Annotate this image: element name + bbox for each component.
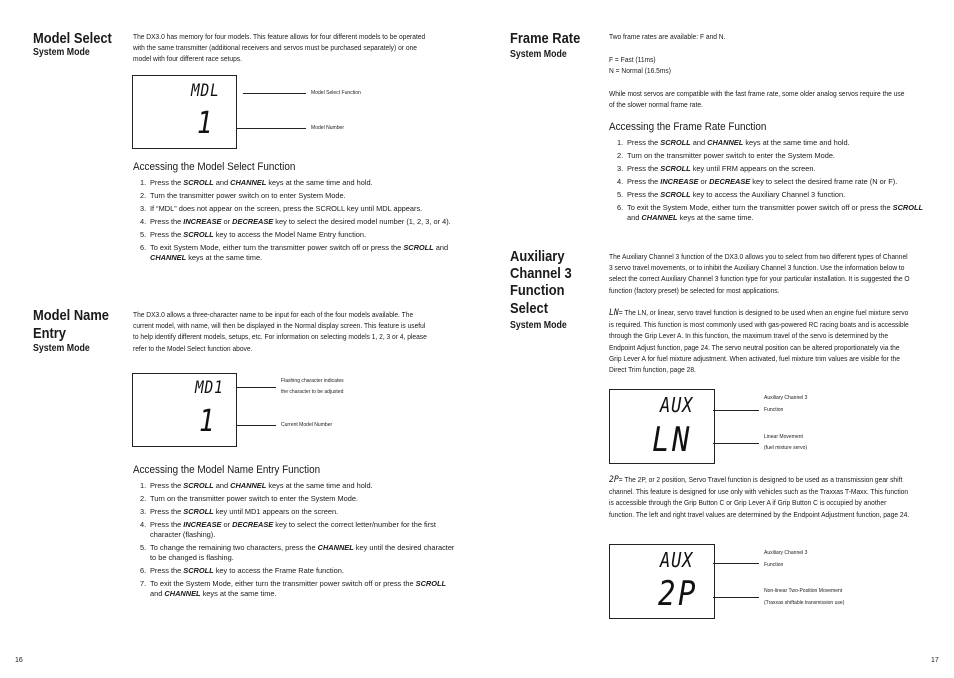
step-text: keys at the same time.	[677, 213, 754, 222]
step-text: and	[433, 243, 449, 252]
step-text: To exit the System Mode, either turn the transmitter power switch off or press the	[150, 579, 416, 588]
step-text: or	[698, 177, 710, 186]
aux-2p-lcd	[609, 544, 715, 619]
step-item	[140, 243, 460, 263]
callout-line	[236, 387, 276, 388]
step-item	[617, 177, 927, 187]
aux-title-4: Select	[510, 300, 549, 317]
key-name: SCROLL	[660, 138, 691, 147]
key-name: DECREASE	[232, 520, 274, 529]
callout-aux-function-1: Auxiliary Channel 3	[764, 395, 808, 401]
callout-two-position-1: Non-linear Two-Position Movement	[764, 588, 843, 594]
model-select-access-heading: Accessing the Model Select Function	[133, 161, 296, 173]
step-number: 2.	[140, 494, 147, 503]
step-number: 6.	[140, 243, 147, 252]
lcd-top-text: MD1	[195, 378, 224, 398]
key-name: SCROLL	[892, 203, 924, 212]
callout-model-select-function: Model Select Function	[311, 90, 361, 96]
callout-current-model-number: Current Model Number	[281, 422, 333, 428]
step-text: keys at the same time.	[200, 589, 277, 598]
step-text: Press the	[627, 177, 661, 186]
step-text: Turn on the transmitter power switch to enter the System Mode.	[627, 151, 835, 160]
callout-line	[713, 410, 759, 411]
model-select-intro: The DX3.0 has memory for four models. This feature allows for four different models to be operated with the same transmitter (additional receivers and servos must be purchased separately) or one model with four different race setups.	[133, 32, 426, 64]
key-name: CHANNEL	[707, 138, 744, 147]
step-item	[140, 191, 460, 201]
model-name-intro: The DX3.0 allows a three-character name to be input for each of the four models available. The current model, with name, will then be displayed in the Normal display screen. This feature is useful to help identify different models, setups, etc. For information on selecting models 1, 2, 3 or 4, please refer to the Model Select function above.	[133, 310, 427, 353]
step-item	[140, 507, 460, 517]
frame-rate-steps	[617, 138, 927, 226]
lcd-top-text: MDL	[191, 81, 220, 101]
step-text: Press the	[627, 138, 661, 147]
step-text: Press the	[150, 178, 184, 187]
step-text: key until FRM appears on the screen.	[690, 164, 816, 173]
step-number: 3.	[140, 204, 147, 213]
callout-aux-function-1: Auxiliary Channel 3	[764, 550, 808, 556]
key-name: CHANNEL	[164, 589, 201, 598]
key-name: CHANNEL	[641, 213, 678, 222]
callout-linear-movement-2: (fuel mixture servo)	[764, 445, 808, 451]
step-text: Press the	[150, 566, 184, 575]
step-text: key to access the Frame Rate function.	[213, 566, 344, 575]
frame-rate-intro: Two frame rates are available: F and N.	[609, 32, 726, 41]
p2-text: = The 2P, or 2 position, Servo Travel function is designed to be used as a transmission gear shift channel. This feature is designed for use only with vehicles such as the Traxxas T-Maxx. This function is accessible through the Grip Button C or Grip Lever A if Grip Button C is occupied by another function. The left and right travel values are determined by the Endpoint Adjustment function, page 24.	[609, 475, 910, 519]
key-name: INCREASE	[183, 520, 222, 529]
key-name: SCROLL	[403, 243, 434, 252]
step-item	[140, 481, 460, 491]
model-name-lcd	[132, 373, 237, 447]
ln-tag: LN	[609, 308, 619, 318]
step-number: 2.	[617, 151, 624, 160]
model-select-lcd	[132, 75, 237, 149]
step-number: 4.	[617, 177, 624, 186]
ln-text: = The LN, or linear, servo travel function is designed to be used when an engine fuel mixture servo is required. This function is most commonly used with gas-powered RC racing boats and is accessible through the Grip Lever A. In this function, the maximum travel of the servo is determined by the Endpoint Adjust function, page 24. The servo neutral position can be altered proportionately via the Grip Lever A for fuel mixture adjustment. When activated, fuel mixture trim values are visible for the Direct Trim function, page 28.	[609, 308, 909, 375]
step-text: key to select the desired model number (1, 2, 3, or 4).	[273, 217, 451, 226]
model-select-subtitle: System Mode	[33, 47, 90, 58]
key-name: CHANNEL	[230, 178, 267, 187]
aux-ln-paragraph	[609, 307, 911, 375]
step-item	[140, 543, 460, 563]
step-text: Turn the transmitter power switch on to enter System Mode.	[150, 191, 346, 200]
aux-subtitle: System Mode	[510, 320, 567, 331]
model-name-subtitle: System Mode	[33, 343, 90, 354]
step-text: and	[213, 481, 231, 490]
lcd-top-text: AUX	[660, 393, 694, 417]
key-name: CHANNEL	[317, 543, 354, 552]
step-number: 3.	[140, 507, 147, 516]
step-number: 1.	[140, 481, 147, 490]
key-name: DECREASE	[709, 177, 751, 186]
step-item	[140, 204, 460, 214]
frame-rate-note: While most servos are compatible with the fast frame rate, some older analog servos require the use of the slower normal frame rate.	[609, 89, 905, 110]
step-text: keys at the same time and hold.	[743, 138, 850, 147]
frame-rate-normal: N = Normal (16.5ms)	[609, 66, 671, 75]
step-number: 2.	[140, 191, 147, 200]
step-item	[140, 579, 460, 599]
step-item	[617, 190, 927, 200]
step-text: Press the	[150, 507, 184, 516]
step-item	[140, 217, 460, 227]
step-item	[617, 203, 927, 223]
lcd-bottom-text: 1	[197, 106, 214, 141]
step-text: and	[150, 589, 165, 598]
key-name: SCROLL	[183, 178, 214, 187]
step-text: key until the desired character to be changed is flashing.	[150, 543, 455, 562]
lcd-bottom-text: LN	[652, 420, 692, 460]
callout-aux-function-2: Function	[764, 407, 784, 413]
key-name: DECREASE	[232, 217, 274, 226]
step-number: 4.	[140, 217, 147, 226]
step-text: key to access the Auxiliary Channel 3 function.	[690, 190, 846, 199]
step-text: key until MD1 appears on the screen.	[213, 507, 339, 516]
callout-linear-movement-1: Linear Movement	[764, 434, 803, 440]
step-item	[140, 494, 460, 504]
lcd-bottom-text: 2P	[658, 574, 698, 614]
key-name: SCROLL	[183, 566, 214, 575]
step-text: key to select the correct letter/number for the first character (flashing).	[150, 520, 436, 539]
callout-model-number: Model Number	[311, 125, 345, 131]
step-text: Press the	[627, 164, 661, 173]
key-name: SCROLL	[415, 579, 447, 588]
callout-line	[236, 128, 306, 129]
key-name: SCROLL	[183, 481, 214, 490]
aux-ln-lcd	[609, 389, 715, 464]
callout-line	[236, 425, 276, 426]
step-text: keys at the same time and hold.	[266, 178, 373, 187]
model-name-title-1: Model Name	[33, 307, 109, 324]
callout-aux-function-2: Function	[764, 562, 784, 568]
step-number: 6.	[617, 203, 624, 212]
frame-rate-title: Frame Rate	[510, 30, 581, 47]
step-number: 3.	[617, 164, 624, 173]
step-item	[140, 230, 460, 240]
step-text: Press the	[150, 217, 184, 226]
callout-line	[713, 443, 759, 444]
aux-title-3: Function	[510, 282, 565, 299]
callout-two-position-2: (Traxxas shiftable transmission use)	[764, 600, 845, 606]
step-item	[140, 520, 460, 540]
step-item	[140, 566, 460, 576]
page-number-right: 17	[931, 657, 939, 664]
key-name: SCROLL	[183, 230, 214, 239]
model-name-access-heading: Accessing the Model Name Entry Function	[133, 464, 321, 476]
step-text: Press the	[150, 230, 184, 239]
step-text: or	[221, 520, 233, 529]
step-text: Press the	[150, 481, 184, 490]
callout-flashing-2: the character to be adjusted	[281, 389, 344, 395]
step-number: 1.	[140, 178, 147, 187]
step-number: 5.	[140, 230, 147, 239]
step-text: and	[627, 213, 642, 222]
step-number: 5.	[140, 543, 147, 552]
step-number: 7.	[140, 579, 147, 588]
key-name: INCREASE	[660, 177, 699, 186]
frame-rate-access-heading: Accessing the Frame Rate Function	[609, 121, 767, 133]
step-item	[617, 151, 927, 161]
step-text: keys at the same time and hold.	[266, 481, 373, 490]
aux-intro: The Auxiliary Channel 3 function of the DX3.0 allows you to select from two different types of Channel 3 servo travel movements, or to inhibit the Auxiliary Channel 3 function. Use the information below to select the correct Auxiliary Channel 3 function type for your particular installation. It is suggested the O function (factory preset) be selected for most applications.	[609, 252, 910, 295]
page-number-left: 16	[15, 657, 23, 664]
model-select-steps	[140, 178, 460, 266]
model-select-title: Model Select	[33, 30, 112, 47]
step-number: 1.	[617, 138, 624, 147]
key-name: SCROLL	[660, 190, 691, 199]
key-name: CHANNEL	[230, 481, 267, 490]
step-text: Turn on the transmitter power switch to enter the System Mode.	[150, 494, 358, 503]
step-item	[140, 178, 460, 188]
lcd-bottom-text: 1	[199, 404, 216, 439]
key-name: CHANNEL	[150, 253, 187, 262]
model-name-steps	[140, 481, 460, 602]
step-text: Press the	[150, 520, 184, 529]
aux-2p-paragraph	[609, 474, 911, 520]
callout-line	[713, 597, 759, 598]
step-text: To exit System Mode, either turn the transmitter power switch off or press the	[150, 243, 404, 252]
step-text: To change the remaining two characters, press the	[150, 543, 318, 552]
step-number: 4.	[140, 520, 147, 529]
p2-tag: 2P	[609, 475, 619, 485]
key-name: SCROLL	[183, 507, 214, 516]
step-text: or	[221, 217, 233, 226]
step-number: 5.	[617, 190, 624, 199]
callout-line	[713, 563, 759, 564]
step-number: 6.	[140, 566, 147, 575]
frame-rate-fast: F = Fast (11ms)	[609, 55, 656, 64]
step-text: and	[690, 138, 708, 147]
step-text: and	[213, 178, 231, 187]
step-text: If “MDL” does not appear on the screen, press the SCROLL key until MDL appears.	[150, 204, 423, 213]
step-text: key to access the Model Name Entry function.	[213, 230, 367, 239]
aux-title-1: Auxiliary	[510, 248, 565, 265]
aux-title-2: Channel 3	[510, 265, 572, 282]
step-text: keys at the same time.	[186, 253, 263, 262]
key-name: INCREASE	[183, 217, 222, 226]
lcd-top-text: AUX	[660, 548, 694, 572]
model-name-title-2: Entry	[33, 325, 66, 342]
callout-flashing-1: Flashing character indicates	[281, 378, 344, 384]
step-item	[617, 138, 927, 148]
frame-rate-subtitle: System Mode	[510, 49, 567, 60]
step-text: key to select the desired frame rate (N or F).	[750, 177, 898, 186]
step-text: Press the	[627, 190, 661, 199]
callout-line	[243, 93, 306, 94]
step-text: To exit the System Mode, either turn the transmitter power switch off or press the	[627, 203, 893, 212]
key-name: SCROLL	[660, 164, 691, 173]
step-item	[617, 164, 927, 174]
